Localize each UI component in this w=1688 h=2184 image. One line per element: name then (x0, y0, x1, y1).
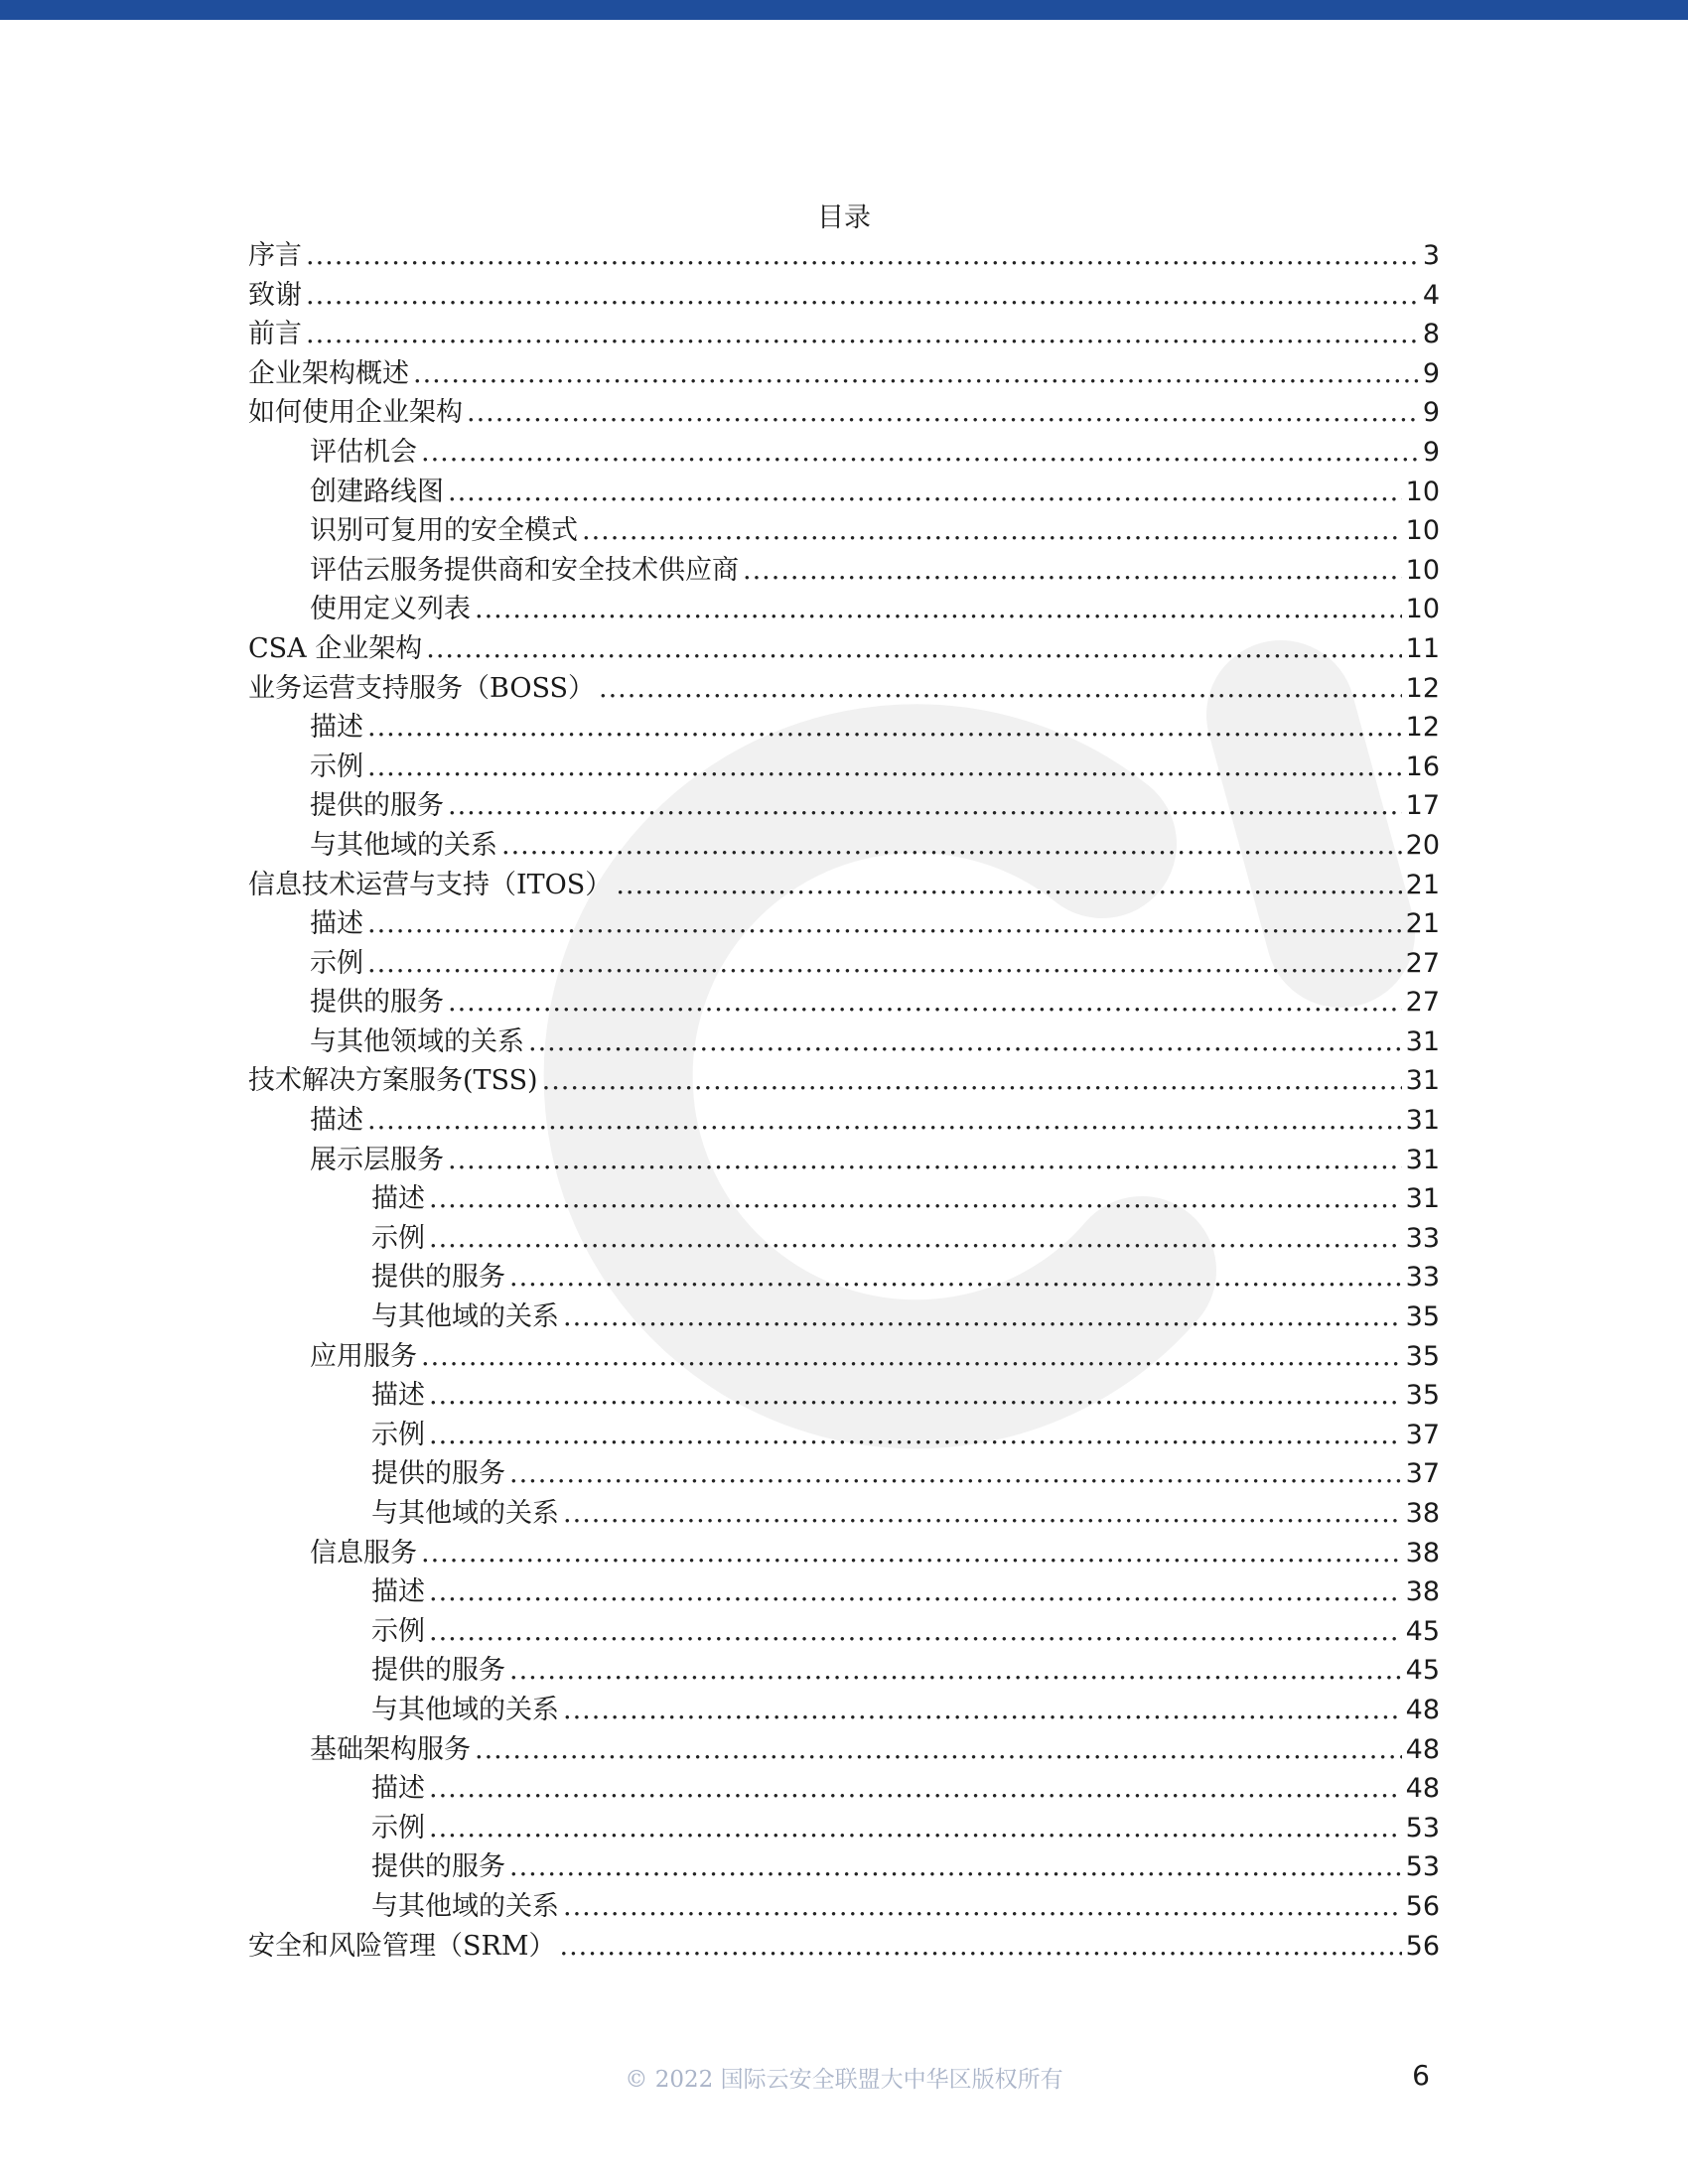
toc-dot-leader (306, 315, 1419, 354)
toc-entry-label: 与其他域的关系 (371, 1890, 559, 1922)
toc-dot-leader (509, 1651, 1402, 1691)
toc-entry[interactable] (248, 826, 1440, 866)
toc-entry[interactable] (248, 1141, 1440, 1180)
toc-entry-label: 示例 (310, 947, 363, 979)
toc-dot-leader (448, 1141, 1402, 1180)
toc-entry-page: 31 (1405, 1065, 1440, 1097)
toc-entry-label: 描述 (371, 1576, 425, 1608)
toc-entry[interactable] (248, 433, 1440, 473)
toc-entry-label: 与其他域的关系 (310, 829, 497, 861)
toc-entry-page: 10 (1405, 554, 1440, 586)
toc-entry-label: 提供的服务 (310, 790, 444, 822)
top-accent-bar (0, 0, 1688, 20)
toc-entry[interactable] (248, 786, 1440, 826)
toc-entry-label: 与其他域的关系 (371, 1498, 559, 1529)
toc-entry[interactable] (248, 590, 1440, 629)
toc-entry-page: 4 (1422, 279, 1440, 311)
toc-dot-leader (429, 1572, 1402, 1612)
toc-dot-leader (616, 866, 1401, 905)
toc-entry-label: 示例 (371, 1222, 425, 1254)
toc-dot-leader (421, 433, 1419, 473)
toc-entry-page: 37 (1405, 1419, 1440, 1450)
toc-entry[interactable] (248, 1416, 1440, 1455)
toc-entry-label: 示例 (371, 1615, 425, 1647)
toc-entry-page: 35 (1405, 1340, 1440, 1372)
toc-entry-page: 31 (1405, 1183, 1440, 1215)
toc-entry[interactable] (248, 748, 1440, 787)
toc-entry-page: 10 (1405, 594, 1440, 625)
toc-dot-leader (528, 1023, 1402, 1062)
toc-entry[interactable] (248, 1847, 1440, 1887)
toc-entry-label: 提供的服务 (371, 1458, 505, 1490)
toc-dot-leader (542, 1061, 1402, 1101)
toc-dot-leader (426, 629, 1401, 669)
toc-entry-page: 53 (1405, 1812, 1440, 1843)
toc-entry[interactable] (248, 1101, 1440, 1141)
toc-entry-page: 37 (1405, 1458, 1440, 1490)
toc-entry-page: 16 (1405, 751, 1440, 782)
toc-entry[interactable] (248, 1494, 1440, 1534)
toc-entry-page: 31 (1405, 1144, 1440, 1175)
toc-entry[interactable] (248, 1376, 1440, 1416)
toc-entry-label: 描述 (310, 712, 363, 744)
toc-entry-page: 56 (1405, 1930, 1440, 1962)
toc-entry[interactable] (248, 629, 1440, 669)
toc-dot-leader (475, 1730, 1402, 1770)
toc-entry-page: 31 (1405, 1025, 1440, 1057)
toc-dot-leader (429, 1376, 1402, 1416)
toc-entry[interactable] (248, 315, 1440, 354)
toc-entry-page: 33 (1405, 1222, 1440, 1254)
toc-entry-label: 评估云服务提供商和安全技术供应商 (310, 554, 739, 586)
toc-entry[interactable] (248, 551, 1440, 591)
toc-entry[interactable] (248, 1887, 1440, 1927)
toc-entry[interactable] (248, 1612, 1440, 1652)
toc-entry[interactable] (248, 236, 1440, 276)
toc-entry-page: 27 (1405, 987, 1440, 1019)
toc-entry-label: 与其他域的关系 (371, 1301, 559, 1333)
toc-entry-page: 27 (1405, 947, 1440, 979)
toc-entry-page: 38 (1405, 1576, 1440, 1608)
toc-entry[interactable] (248, 1691, 1440, 1730)
toc-dot-leader (467, 393, 1419, 433)
toc-entry-page: 48 (1405, 1694, 1440, 1725)
toc-entry-label: 提供的服务 (371, 1655, 505, 1687)
toc-entry-label: 如何使用企业架构 (248, 397, 463, 429)
toc-entry-page: 38 (1405, 1537, 1440, 1569)
toc-entry-page: 53 (1405, 1851, 1440, 1883)
toc-dot-leader (367, 708, 1402, 748)
toc-entry-page: 17 (1405, 790, 1440, 822)
toc-dot-leader (367, 1101, 1402, 1141)
toc-entry-label: 示例 (310, 751, 363, 782)
toc-entry-label: 致谢 (248, 279, 302, 311)
toc-entry-label: 描述 (371, 1380, 425, 1412)
toc-dot-leader (563, 1297, 1402, 1337)
toc-entry[interactable] (248, 1809, 1440, 1848)
toc-entry[interactable] (248, 1061, 1440, 1101)
toc-dot-leader (509, 1454, 1402, 1494)
toc-entry-label: 描述 (371, 1183, 425, 1215)
toc-dot-leader (448, 473, 1402, 512)
toc-entry[interactable] (248, 1258, 1440, 1297)
toc-entry-label: 与其他领域的关系 (310, 1025, 524, 1057)
toc-dot-leader (367, 748, 1402, 787)
toc-dot-leader (429, 1179, 1402, 1219)
toc-entry[interactable] (248, 276, 1440, 316)
toc-entry-label: 信息服务 (310, 1537, 417, 1569)
toc-entry-label: 安全和风险管理（SRM） (248, 1930, 556, 1962)
toc-entry-label: 与其他域的关系 (371, 1694, 559, 1725)
toc-entry-label: 应用服务 (310, 1340, 417, 1372)
toc-entry-page: 48 (1405, 1773, 1440, 1805)
toc-entry-page: 9 (1422, 397, 1440, 429)
toc-entry-label: 提供的服务 (310, 987, 444, 1019)
toc-entry-page: 12 (1405, 672, 1440, 704)
toc-dot-leader (582, 511, 1402, 551)
toc-entry-label: 技术解决方案服务(TSS) (248, 1065, 538, 1097)
toc-dot-leader (421, 1534, 1402, 1573)
toc-entry[interactable] (248, 1023, 1440, 1062)
toc-dot-leader (599, 669, 1402, 709)
toc-entry-page: 48 (1405, 1733, 1440, 1765)
toc-entry-label: CSA 企业架构 (248, 632, 423, 664)
toc-entry-page: 35 (1405, 1301, 1440, 1333)
toc-dot-leader (429, 1416, 1402, 1455)
toc-entry-page: 9 (1422, 436, 1440, 468)
toc-dot-leader (429, 1612, 1402, 1652)
toc-entry-label: 提供的服务 (371, 1851, 505, 1883)
toc-entry-label: 展示层服务 (310, 1144, 444, 1175)
toc-entry-page: 3 (1422, 240, 1440, 271)
toc-entry-page: 10 (1405, 515, 1440, 547)
toc-entry[interactable] (248, 983, 1440, 1023)
toc-dot-leader (306, 236, 1419, 276)
toc-entry-label: 基础架构服务 (310, 1733, 471, 1765)
toc-entry-page: 33 (1405, 1262, 1440, 1294)
toc-entry[interactable] (248, 354, 1440, 394)
toc-dot-leader (448, 786, 1402, 826)
toc-entry-label: 创建路线图 (310, 476, 444, 507)
toc-entry[interactable] (248, 1651, 1440, 1691)
toc-entry-label: 描述 (310, 908, 363, 940)
toc-entry-label: 序言 (248, 240, 302, 271)
toc-entry[interactable] (248, 866, 1440, 905)
toc-entry-page: 56 (1405, 1890, 1440, 1922)
toc-dot-leader (559, 1927, 1401, 1967)
toc-dot-leader (743, 551, 1402, 591)
toc-dot-leader (429, 1809, 1402, 1848)
toc-entry[interactable] (248, 511, 1440, 551)
toc-entry[interactable] (248, 1454, 1440, 1494)
toc-entry-page: 45 (1405, 1615, 1440, 1647)
toc-dot-leader (429, 1219, 1402, 1259)
toc-dot-leader (509, 1847, 1402, 1887)
toc-entry[interactable] (248, 1337, 1440, 1377)
toc-entry[interactable] (248, 904, 1440, 944)
toc-entry-label: 信息技术运营与支持（ITOS） (248, 869, 613, 900)
toc-dot-leader (563, 1494, 1402, 1534)
toc-dot-leader (367, 944, 1402, 984)
toc-entry[interactable] (248, 1927, 1440, 1967)
toc-entry-page: 8 (1422, 319, 1440, 350)
toc-title: 目录 (817, 203, 871, 233)
toc-dot-leader (421, 1337, 1402, 1377)
toc-dot-leader (501, 826, 1402, 866)
toc-entry-page: 38 (1405, 1498, 1440, 1529)
toc-entry[interactable] (248, 708, 1440, 748)
toc-entry-label: 使用定义列表 (310, 594, 471, 625)
toc-entry-label: 示例 (371, 1812, 425, 1843)
toc-entry-label: 企业架构概述 (248, 357, 409, 389)
toc-entry[interactable] (248, 393, 1440, 433)
toc-entry[interactable] (248, 473, 1440, 512)
toc-dot-leader (448, 983, 1402, 1023)
toc-entry[interactable] (248, 944, 1440, 984)
toc-entry[interactable] (248, 1297, 1440, 1337)
toc-entry-label: 业务运营支持服务（BOSS） (248, 672, 595, 704)
toc-entry-page: 20 (1405, 829, 1440, 861)
toc-entry-page: 9 (1422, 357, 1440, 389)
toc-dot-leader (475, 590, 1402, 629)
toc-entry-page: 45 (1405, 1655, 1440, 1687)
toc-entry-label: 提供的服务 (371, 1262, 505, 1294)
toc-entry-page: 10 (1405, 476, 1440, 507)
toc-entry-page: 12 (1405, 712, 1440, 744)
toc-entry-page: 11 (1405, 632, 1440, 664)
toc-dot-leader (563, 1887, 1402, 1927)
toc-entry-page: 21 (1405, 869, 1440, 900)
toc-entry[interactable] (248, 1769, 1440, 1809)
toc-entry[interactable] (248, 1534, 1440, 1573)
footer-copyright: © 2022 国际云安全联盟大中华区版权所有 (625, 2067, 1063, 2093)
toc-entry[interactable] (248, 669, 1440, 709)
toc-dot-leader (429, 1769, 1402, 1809)
toc-entry-label: 描述 (371, 1773, 425, 1805)
toc-dot-leader (306, 276, 1419, 316)
footer-page-number: 6 (1412, 2059, 1430, 2092)
toc-entry[interactable] (248, 1572, 1440, 1612)
toc-dot-leader (509, 1258, 1402, 1297)
toc-entry-label: 示例 (371, 1419, 425, 1450)
toc-entry[interactable] (248, 1219, 1440, 1259)
toc-entry[interactable] (248, 1179, 1440, 1219)
toc-entry[interactable] (248, 1730, 1440, 1770)
toc-dot-leader (367, 904, 1402, 944)
toc-dot-leader (413, 354, 1419, 394)
toc-entry-label: 评估机会 (310, 436, 417, 468)
toc-entry-label: 识别可复用的安全模式 (310, 515, 578, 547)
table-of-contents (248, 236, 1440, 1966)
toc-dot-leader (563, 1691, 1402, 1730)
toc-entry-page: 35 (1405, 1380, 1440, 1412)
toc-entry-label: 描述 (310, 1105, 363, 1137)
toc-entry-page: 21 (1405, 908, 1440, 940)
toc-entry-page: 31 (1405, 1105, 1440, 1137)
toc-entry-label: 前言 (248, 319, 302, 350)
